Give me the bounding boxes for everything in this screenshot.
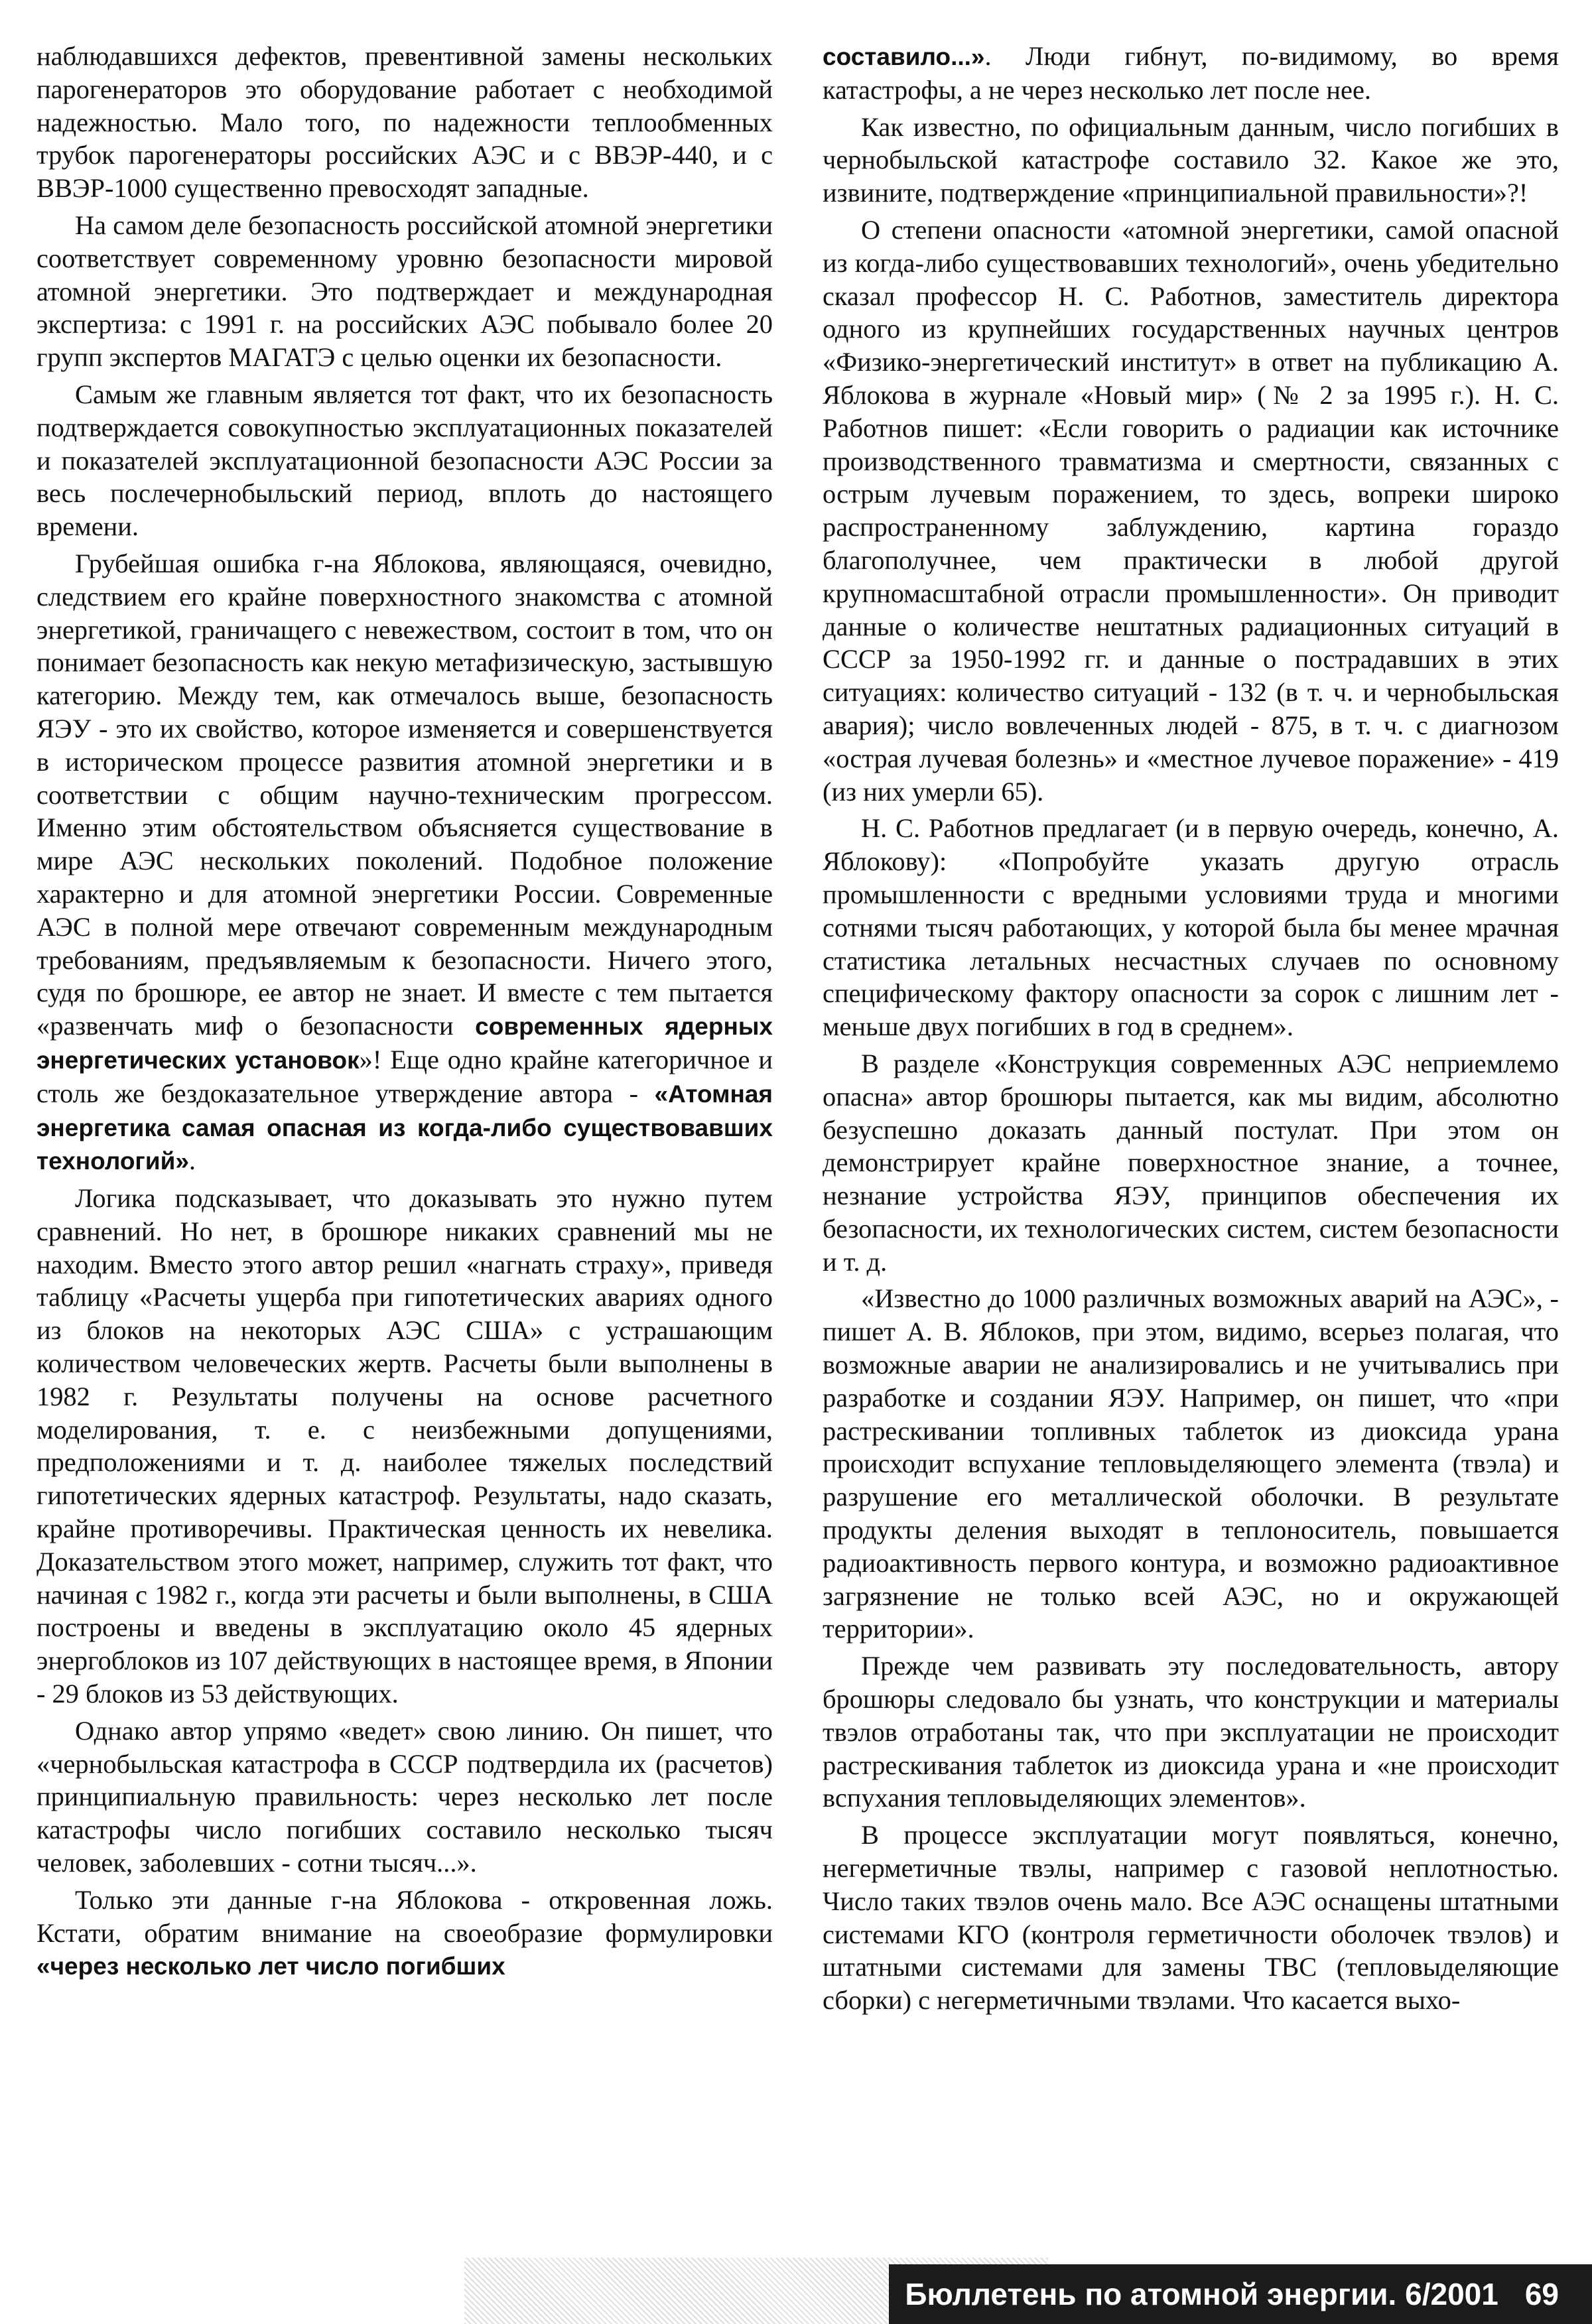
paragraph-text: Грубейшая ошибка г-на Яблокова, являющаяся, очевидно, следствием его крайне поверхностного знакомства с атомной энергетикой, граничащего с невежеством, состоит в том, что он понимает безопасность как некую метафизическую, застывшую категорию. Между тем, как отмечалось выше, безопасность ЯЭУ - это их свойство, которое изменяется и совершенствуется в историческом процессе развития атомной энергетики и в соответствии с общим научно-техническим прогрессом. Именно этим обстоятельством объясняется существование в мире АЭС нескольких поколений. Подобное положение характерно и для атомной энергетики России. Современные АЭС в полной мере отвечают современным международным требованиям, предъявляемым к безопасности. Ничего этого, судя по брошюре, ее автор не знает. И вместе с тем пытается «развенчать миф о безопасности <box>36 548 773 1041</box>
paragraph: В процессе эксплуатации могут появляться, конечно, негерметичные твэлы, например с газовой неплотностью. Число таких твэлов очень мало. Все АЭС оснащены штатными системами КГО (контроля герметичности оболочек твэлов) и штатными системами для замены ТВС (тепловыделяющие сборки) с негерметичными твэлами. Что касается выхо- <box>823 1820 1559 2016</box>
paragraph: Н. С. Работнов предлагает (и в первую очередь, конечно, А. Яблокову): «Попробуйте указать другую отрасль промышленности с вредными условиями труда и многими сотнями тысяч работающих, у которой была бы менее мрачная статистика летальных несчастных случаев по основному специфическому фактору опасности за сорок с лишним лет - меньше двух погибших в год в среднем». <box>823 813 1559 1042</box>
paragraph-text: »! Еще одно крайне категоричное и столь же бездоказательное утверждение автора - <box>36 1044 773 1108</box>
bold-quote: составило...» <box>823 43 985 70</box>
paragraph: О степени опасности «атомной энергетики, самой опасной из когда-либо существовавших технологий», очень убедительно сказал профессор Н. С. Работнов, заместитель директора одного из крупнейших государственных научных центров «Физико-энергетический институт» в ответ на публикацию А. Яблокова в журнале «Новый мир» (№ 2 за 1995 г.). Н. С. Работнов пишет: «Если говорить о радиации как источнике производственного травматизма и смертности, связанных с острым лучевым поражением, то здесь, вопреки широко распространенному заблуждению, картина гораздо благополучнее, чем практически в любой другой крупномасштабной отрасли промышленности». Он приводит данные о количестве нештатных радиационных ситуаций в СССР за 1950-1992 гг. и данные о пострадавших в этих ситуациях: количество ситуаций - 132 (в т. ч. и чернобыльская авария); число вовлеченных людей - 875, в т. ч. с диагнозом «острая лучевая болезнь» и «местное лучевое поражение» - 419 (из них умерли 65). <box>823 214 1559 807</box>
article-page <box>36 40 1559 2248</box>
paragraph <box>823 40 1559 107</box>
paragraph <box>36 1884 773 1983</box>
paragraph: Логика подсказывает, что доказывать это нужно путем сравнений. Но нет, в брошюре никаких сравнений мы не находим. Вместо этого автор решил «нагнать страху», приведя таблицу «Расчеты ущерба при гипотетических авариях одного из блоков на некоторых АЭС США» с устрашающим количеством человеческих жертв. Расчеты были выполнены в 1982 г. Результаты получены на основе расчетного моделирования, т. е. с неизбежными допущениями, предположениями и т. д. наиболее тяжелых последствий гипотетических ядерных катастроф. Результаты, надо сказать, крайне противоречивы. Практическая ценность их невелика. Доказательством этого может, например, служить тот факт, что начиная с 1982 г., когда эти расчеты и были выполнены, в США построены и введены в эксплуатацию около 45 ядерных энергоблоков из 107 действующих в настоящее время, в Японии - 29 блоков из 53 действующих. <box>36 1183 773 1709</box>
right-column <box>823 40 1559 2248</box>
footer-bar <box>889 2264 1592 2324</box>
paragraph: Однако автор упрямо «ведет» свою линию. Он пишет, что «чернобыльская катастрофа в СССР подтвердила их (расчетов) принципиальную правильность: через несколько лет после катастрофы число погибших составило несколько тысяч человек, заболевших - сотни тысяч...». <box>36 1715 773 1878</box>
paragraph-text: . Люди гибнут, по-видимому, во время катастрофы, а не через несколько лет после нее. <box>823 41 1559 105</box>
paragraph: Самым же главным является тот факт, что их безопасность подтверждается совокупностью эксплуатационных показателей и показателей эксплуатационной безопасности АЭС России за весь послечернобыльский период, вплоть до настоящего времени. <box>36 379 773 542</box>
paragraph: «Известно до 1000 различных возможных аварий на АЭС», - пишет А. В. Яблоков, при этом, видимо, всерьез полагая, что возможные аварии не анализировались и не учитывались при разработке и создании ЯЭУ. Например, он пишет, что «при растрескивании топливных таблеток из диоксида урана происходит вспухание тепловыделяющего элемента (твэла) и разрушение его металлической оболочки. В результате продукты деления выходят в теплоноситель, повышается радиоактивность первого контура, и возможно радиоактивное загрязнение не только всей АЭС, но и окружающей территории». <box>823 1283 1559 1644</box>
paragraph: Как известно, по официальным данным, число погибших в чернобыльской катастрофе составило 32. Какое же это, извините, подтверждение «принципиальной правильности»?! <box>823 111 1559 208</box>
paragraph <box>36 547 773 1178</box>
paragraph: В разделе «Конструкция современных АЭС неприемлемо опасна» автор брошюры пытается, как мы видим, абсолютно безуспешно доказать данный постулат. При этом он демонстрирует крайне поверхностное знание, а точнее, незнание устройства ЯЭУ, принципов обеспечения их безопасности, их технологических систем, систем безопасности и т. д. <box>823 1048 1559 1277</box>
paragraph: Прежде чем развивать эту последовательность, автору брошюры следовало бы узнать, что конструкции и материалы твэлов отработаны так, что при эксплуатации не происходит растрескивания таблеток из диоксида урана и «не происходит вспухания тепловыделяющих элементов». <box>823 1651 1559 1813</box>
bold-quote: «Атомная энергетика самая опасная из когда-либо существовавших технологий» <box>36 1080 773 1175</box>
paragraph: На самом деле безопасность российской атомной энергетики соответствует современному уровню безопасности мировой атомной энергетики. Это подтверждает и международная экспертиза: с 1991 г. на российских АЭС побывало более 20 групп экспертов МАГАТЭ с целью оценки их безопасности. <box>36 210 773 373</box>
page-number: 69 <box>1524 2277 1559 2311</box>
bold-quote: «через несколько лет число погибших <box>36 1953 505 1980</box>
paragraph-text: Только эти данные г-на Яблокова - откровенная ложь. Кстати, обратим внимание на своеобразие формулировки <box>36 1884 773 1948</box>
paragraph-text: . <box>188 1145 196 1176</box>
page-footer <box>0 2258 1592 2324</box>
bold-quote: современных ядерных энергетических установок <box>36 1013 773 1074</box>
journal-title: Бюллетень по атомной энергии. 6/2001 <box>905 2277 1498 2311</box>
left-column <box>36 40 773 2248</box>
paragraph: наблюдавшихся дефектов, превентивной замены нескольких парогенераторов это оборудование работает с необходимой надежностью. Мало того, по надежности теплообменных трубок парогенераторы российских АЭС и с ВВЭР-440, и с ВВЭР-1000 существенно превосходят западные. <box>36 41 773 204</box>
